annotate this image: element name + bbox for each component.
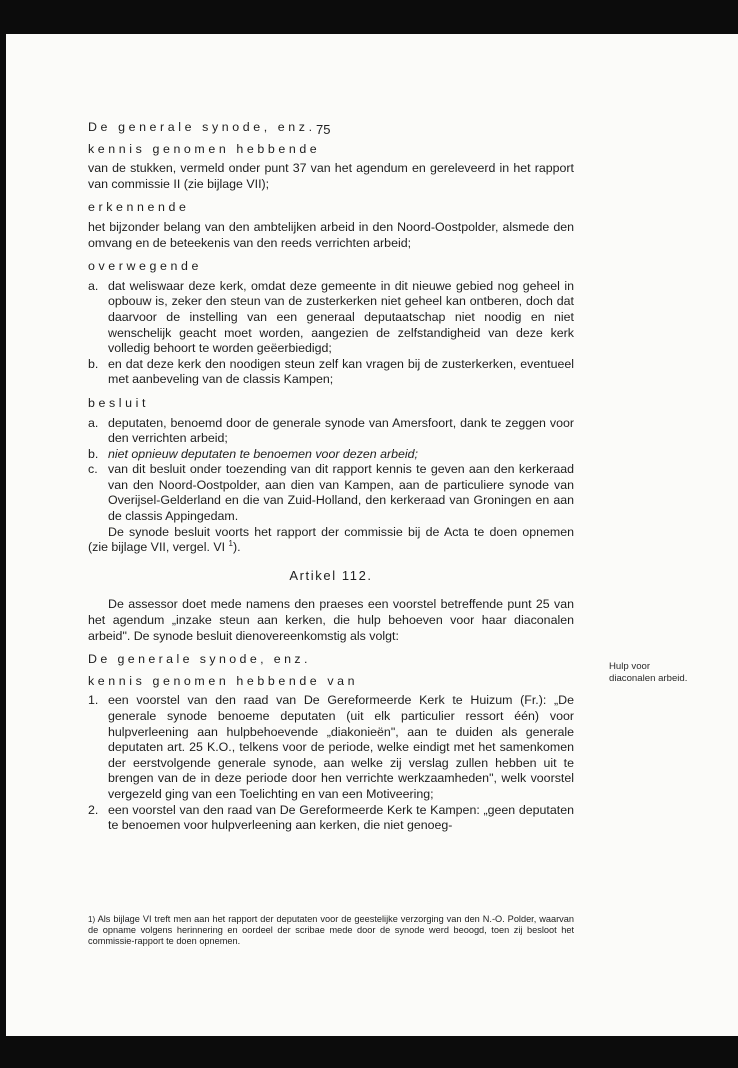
list-item xyxy=(88,357,574,388)
margin-note: Hulp voor diaconalen arbeid. xyxy=(609,661,688,684)
list-item-text: dat weliswaar deze kerk, omdat deze gemeente in dit nieuwe gebied nog geheel in opbouw is, zeker den steun van de zusterkerken niet geheel kan ontberen, doch dat daarvoor de instelling van een generaal deputaatschap niet noodig en niet wenschelijk geacht moet worden, aangezien de zelfstandigheid van deze kerk volledig behoort te worden geëerbiedigd; xyxy=(108,278,574,356)
page-number: 75 xyxy=(316,122,331,137)
page-body xyxy=(88,120,574,834)
heading-besluit: besluit xyxy=(88,395,150,410)
list-item-text: niet opnieuw deputaten te benoemen voor dezen arbeid; xyxy=(108,446,418,461)
heading-kennis-genomen-2: kennis genomen hebbende van xyxy=(88,673,359,688)
erkennende-paragraph: het bijzonder belang van den ambtelijken arbeid in den Noord-Oostpolder, alsmede den omvang en de beteekenis van den reeds verrichten arbeid; xyxy=(88,219,574,250)
list-item xyxy=(88,803,574,834)
kennis-paragraph: van de stukken, vermeld onder punt 37 van het agendum en gereleveerd in het rapport van commissie II (zie bijlage VII); xyxy=(88,161,574,191)
list-item xyxy=(88,279,574,357)
list-item-text: een voorstel van den raad van De Gereformeerde Kerk te Huizum (Fr.): „De generale synode benoeme deputaten (uit elk particulier ressort één) voor hulpverleening aan hulpbehoevende „diakonieën", aan te duiden als generale deputaten art. 25 K.O., telkens voor de periode, welke eindigt met het samenkomen der eerstvolgende generale synode, aan welke zij verslag zullen hebben uit te brengen van de in deze periode door hen verrichte werkzaamheden", welk voorstel vergezeld ging van een Toelichting en van een Motiveering; xyxy=(108,693,574,801)
footnote xyxy=(88,914,574,948)
list-item xyxy=(88,462,574,524)
heading-generale-synode: De generale synode, enz. xyxy=(88,120,316,134)
list-item-text: en dat deze kerk den noodigen steun zelf kan vragen bij de zusterkerken, eventueel met aanbeveling van de classis Kampen; xyxy=(108,356,574,387)
list-item xyxy=(88,447,574,463)
list-item-text: een voorstel van den raad van De Gereformeerde Kerk te Kampen: „geen deputaten te benoemen voor hulpverleening aan kerken, die niet genoeg- xyxy=(108,802,574,833)
besluit-list xyxy=(88,416,574,525)
list-item-label: a. xyxy=(88,278,99,293)
voorstel-list xyxy=(88,693,574,833)
heading-overwegende: overwegende xyxy=(88,259,202,274)
list-item-label: 2. xyxy=(88,802,99,817)
overwegende-list xyxy=(88,279,574,388)
list-item-text: deputaten, benoemd door de generale synode van Amersfoort, dank te zeggen voor den verrichten arbeid; xyxy=(108,415,574,446)
footnote-reference: 1 xyxy=(228,539,233,549)
document-page xyxy=(6,34,738,1036)
article-paragraph: De assessor doet mede namens den praeses een voorstel betreffende punt 25 van het agendum „inzake steun aan kerken, die hulp behoeven voor haar diaconalen arbeid". De synode besluit dienovereenkomstig als volgt: xyxy=(88,597,574,643)
heading-generale-synode-2: De generale synode, enz. xyxy=(88,652,311,667)
scan-border-top xyxy=(0,0,738,34)
heading-kennis-genomen: kennis genomen hebbende xyxy=(88,141,321,156)
synode-besluit-end: ). xyxy=(232,540,241,555)
footnote-mark: 1) xyxy=(88,915,96,924)
list-item-label: c. xyxy=(88,462,98,477)
heading-erkennende: erkennende xyxy=(88,200,190,215)
list-item-label: b. xyxy=(88,356,99,371)
article-title: Artikel 112. xyxy=(289,567,373,583)
list-item xyxy=(88,416,574,447)
footnote-text: Als bijlage VI treft men aan het rapport der deputaten voor de geestelijke verzorging van den N.-O. Polder, waarvan de opname volgens herinnering en oordeel der scribae mede door de synode werd beoogd, toen zij besloot het commissie-rapport te doen opnemen. xyxy=(88,914,574,947)
list-item-label: b. xyxy=(88,446,99,461)
list-item-label: 1. xyxy=(88,693,99,708)
synode-besluit-text: De synode besluit voorts het rapport der commissie bij de Acta te doen opnemen (zie bijlage VII, vergel. VI xyxy=(88,524,574,555)
synode-besluit-paragraph xyxy=(88,525,574,556)
list-item-label: a. xyxy=(88,415,99,430)
list-item xyxy=(88,693,574,802)
list-item-text: van dit besluit onder toezending van dit rapport kennis te geven aan den kerkeraad van den Noord-Oostpolder, aan dien van Kampen, aan de particuliere synode van Overijsel-Gelderland en die van Zuid-Holland, den kerkeraad van Groningen en aan de classis Appingedam. xyxy=(108,462,574,524)
scan-border-bottom xyxy=(0,1036,738,1068)
